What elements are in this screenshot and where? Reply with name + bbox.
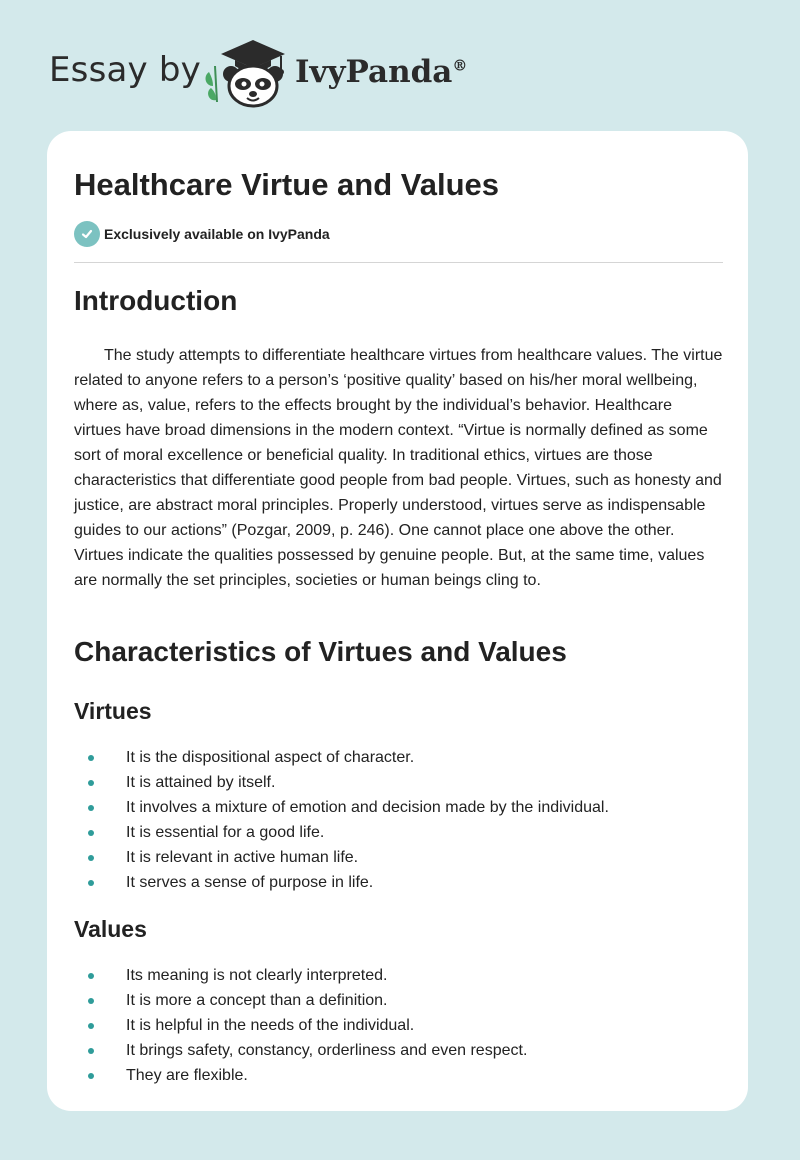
virtues-list <box>74 745 723 895</box>
title-divider <box>74 262 723 263</box>
list-item <box>74 1038 723 1063</box>
bullet-icon <box>88 855 94 861</box>
bullet-icon <box>88 1073 94 1079</box>
brand-prefix: Essay by <box>49 50 201 90</box>
list-item <box>74 988 723 1013</box>
list-item-text: It is more a concept than a definition. <box>126 992 388 1009</box>
list-item <box>74 820 723 845</box>
check-icon <box>74 221 100 247</box>
panda-logo-icon <box>201 36 291 108</box>
bullet-icon <box>88 973 94 979</box>
availability-badge <box>74 221 330 247</box>
list-item-text: It is attained by itself. <box>126 774 276 791</box>
section-heading-characteristics: Characteristics of Virtues and Values <box>74 636 567 667</box>
list-item-text: It is the dispositional aspect of character. <box>126 749 415 766</box>
list-item-text: It is relevant in active human life. <box>126 849 359 866</box>
subheading-values: Values <box>74 916 147 942</box>
list-item <box>74 963 723 988</box>
bullet-icon <box>88 1048 94 1054</box>
list-item-text: Its meaning is not clearly interpreted. <box>126 967 388 984</box>
page-title: Healthcare Virtue and Values <box>74 167 500 202</box>
list-item-text: It involves a mixture of emotion and decision made by the individual. <box>126 799 609 816</box>
availability-text: Exclusively available on IvyPanda <box>104 226 330 242</box>
list-item-text: It is helpful in the needs of the individual. <box>126 1017 415 1034</box>
bullet-icon <box>88 780 94 786</box>
list-item <box>74 870 723 895</box>
bullet-icon <box>88 998 94 1004</box>
section-heading-introduction: Introduction <box>74 285 238 316</box>
list-item <box>74 795 723 820</box>
bullet-icon <box>88 830 94 836</box>
values-list <box>74 963 723 1088</box>
list-item-text: It is essential for a good life. <box>126 824 325 841</box>
brand-name-text: IvyPanda <box>295 54 453 90</box>
list-item <box>74 1063 723 1088</box>
essay-card <box>47 131 748 1111</box>
list-item-text: It serves a sense of purpose in life. <box>126 874 374 891</box>
bullet-icon <box>88 1023 94 1029</box>
list-item <box>74 745 723 770</box>
list-item <box>74 770 723 795</box>
brand-name <box>295 54 467 90</box>
list-item <box>74 845 723 870</box>
list-item-text: It brings safety, constancy, orderliness and even respect. <box>126 1042 528 1059</box>
list-item <box>74 1013 723 1038</box>
brand-header <box>49 36 469 108</box>
introduction-paragraph: The study attempts to differentiate healthcare virtues from healthcare values. The virtue related to anyone refers to a person’s ‘positive quality’ based on his/her moral wellbeing, where as, value, refers to the effects brought by the individual’s behavior. Healthcare virtues have broad dimensions in the modern context. “Virtue is normally defined as some sort of moral excellence or beneficial quality. In traditional ethics, virtues are those characteristics that differentiate good people from bad people. Virtues, such as honesty and justice, are abstract moral principles. Properly understood, virtues serve as indispensable guides to our actions” (Pozgar, 2009, p. 246). One cannot place one above the other. Virtues indicate the qualities possessed by genuine people. But, at the same time, values are normally the set principles, societies or human beings cling to. <box>74 347 723 589</box>
bullet-icon <box>88 755 94 761</box>
list-item-text: They are flexible. <box>126 1067 248 1084</box>
bullet-icon <box>88 880 94 886</box>
brand-registered-mark: ® <box>452 56 468 75</box>
subheading-virtues: Virtues <box>74 698 152 724</box>
bullet-icon <box>88 805 94 811</box>
